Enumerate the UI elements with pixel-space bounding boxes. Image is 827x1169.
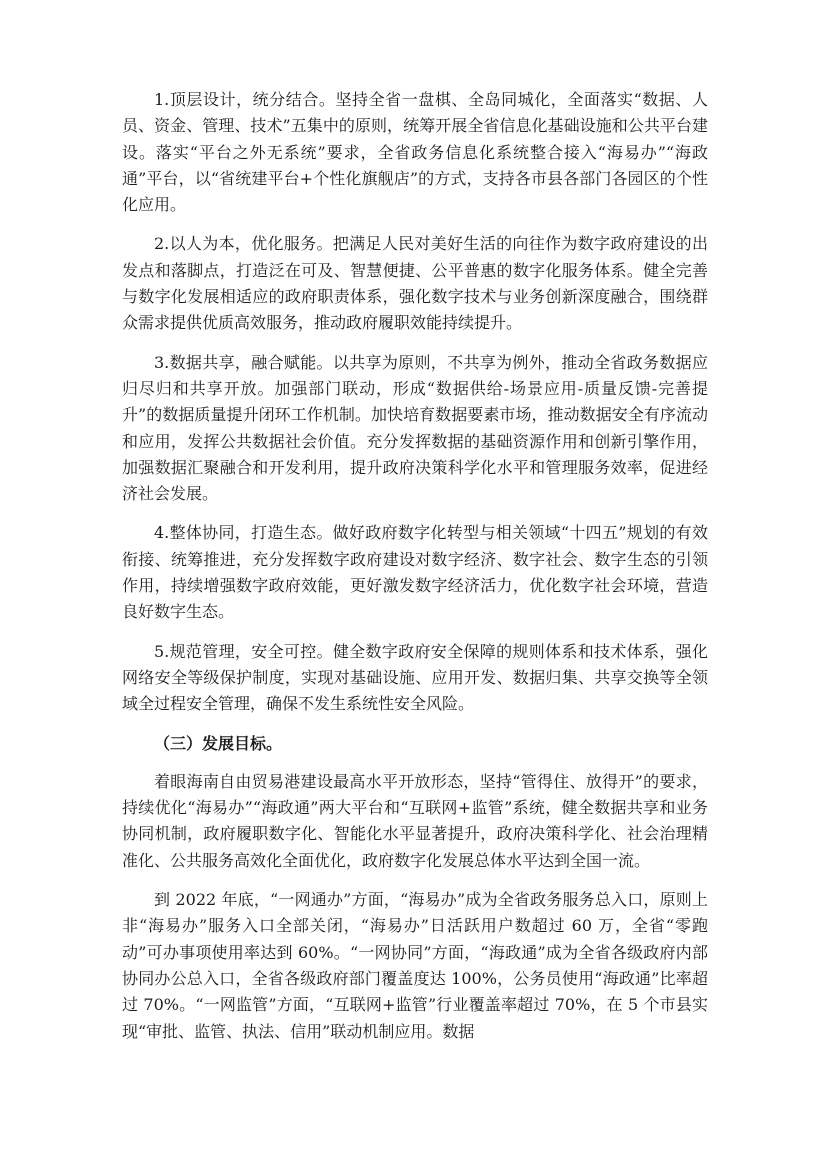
goal-paragraph-2: 到 2022 年底，“一网通办”方面，“海易办”成为全省政务服务总入口，原则上非“海易办”服务入口全部关闭，“海易办”日活跃用户数超过 60 万，全省“零跑动”可办事项使用率达到 60%。“一网协同”方面，“海政通”成为全省各级政府内部协同办公总入口，全省各级政府部门覆盖度达 100%，公务员使用“海政通”比率超过 70%。“一网监管”方面，“互联网+监管”行业覆盖率超过 70%，在 5 个市县实现“审批、监管、执法、信用”联动机制应用。数据: [122, 890, 708, 1041]
section-heading: （三）发展目标。: [154, 733, 283, 753]
goal-paragraph-1: 着眼海南自由贸易港建设最高水平开放形态，坚持“管得住、放得开”的要求，持续优化“海易办”“海政通”两大平台和“互联网+监管”系统，健全数据共享和业务协同机制，政府履职数字化、智能化水平显著提升，政府决策科学化、社会治理精准化、公共服务高效化全面优化，政府数字化发展总体水平达到全国一流。: [122, 771, 708, 870]
principle-paragraph-3: 3.数据共享，融合赋能。以共享为原则，不共享为例外，推动全省政务数据应归尽归和共享开放。加强部门联动，形成“数据供给-场景应用-质量反馈-完善提升”的数据质量提升闭环工作机制。加快培育数据要素市场，推动数据安全有序流动和应用，发挥公共数据社会价值。充分发挥数据的基础资源作用和创新引擎作用，加强数据汇聚融合和开发利用，提升政府决策科学化水平和管理服务效率，促进经济社会发展。: [122, 352, 708, 504]
principle-paragraph-1: 1.顶层设计，统分结合。坚持全省一盘棋、全岛同城化，全面落实“数据、人员、资金、管理、技术”五集中的原则，统筹开展全省信息化基础设施和公共平台建设。落实“平台之外无系统”要求，全省政务信息化系统整合接入“海易办”“海政通”平台，以“省统建平台+个性化旗舰店”的方式，支持各市县各部门各园区的个性化应用。: [122, 90, 708, 215]
principle-paragraph-4: 4.整体协同，打造生态。做好政府数字化转型与相关领域“十四五”规划的有效衔接、统筹推进，充分发挥数字政府建设对数字经济、数字社会、数字生态的引领作用，持续增强数字政府效能，更好激发数字经济活力，优化数字社会环境，营造良好数字生态。: [122, 523, 708, 622]
principle-paragraph-5: 5.规范管理，安全可控。健全数字政府安全保障的规则体系和技术体系，强化网络安全等级保护制度，实现对基础设施、应用开发、数据归集、共享交换等全领域全过程安全管理，确保不发生系统性安全风险。: [122, 641, 708, 714]
principle-paragraph-2: 2.以人为本，优化服务。把满足人民对美好生活的向往作为数字政府建设的出发点和落脚点，打造泛在可及、智慧便捷、公平普惠的数字化服务体系。健全完善与数字化发展相适应的政府职责体系，强化数字技术与业务创新深度融合，围绕群众需求提供优质高效服务，推动政府履职效能持续提升。: [122, 234, 708, 333]
document-body: [122, 87, 708, 1045]
